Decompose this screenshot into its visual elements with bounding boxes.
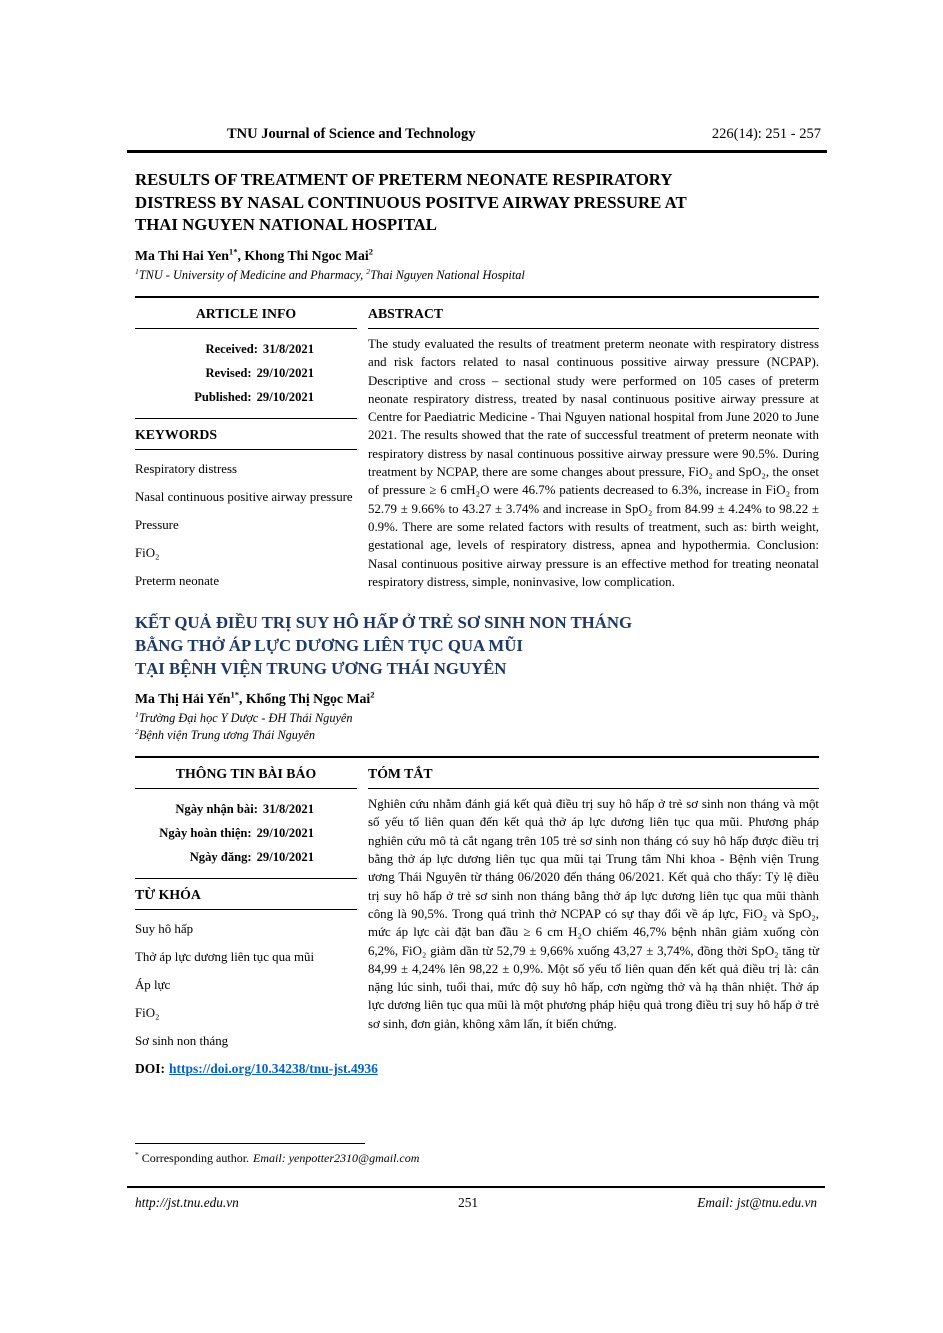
abstract-text: The study evaluated the results of treatment preterm neonate with respiratory distress and risk factors related to nasal continuous possitive airway pressure (NCPAP). Descriptive and cross – sectional study were performed on 105 cases of preterm neonate respiratory distress, treated by nasal continuous positive airway pressure at Centre for Paediatric Medicine - Thai Nguyen national hospital from June 2020 to June 2021. The results showed that the rate of successful treatment of preterm neonate with respiratory distress by nasal continuous possitive airway pressure were 90.5%. During treatment by NCPAP, there are some changes about pressure, FiO₂ and SpO₂, the onset of pressure ≥ 6 cmH₂O were 46.7% patients decreased to 6.3%, increase in FiO₂ from 52.79 ± 9.66% to 43.27 ± 3.74% and increase in SpO₂ from 84.99 ± 4.24% to 98.22 ± 0.9%. There are some related factors with results of treatment, such as: birth weight, gestational age, levels of respiratory distress, apnea and hypothermia. Conclusion: Nasal continuous positive airway pressure is an effective method for treating neonatal respiratory distress, simple, noninvasive, low complication. xyxy=(368,337,819,589)
keyword-item: Preterm neonate xyxy=(135,574,220,588)
vn-published-label: Ngày đăng: xyxy=(189,850,252,865)
keyword-item: Pressure xyxy=(135,518,179,532)
vn-received-date-row xyxy=(135,802,314,817)
vn-abstract-header: TÓM TẮT xyxy=(368,758,819,789)
published-label: Published: xyxy=(194,390,252,404)
footnote-text: Corresponding author. xyxy=(141,1151,250,1165)
vn-affiliation-2 xyxy=(135,727,819,744)
vn-received-label: Ngày nhận bài: xyxy=(175,802,258,817)
corresponding-author-note xyxy=(135,1151,819,1166)
vn-affiliation-1 xyxy=(135,710,819,727)
keyword-item: FiO₂ xyxy=(135,546,160,560)
vn-affiliation-1-superscript: 1 xyxy=(135,710,139,720)
english-title-line-2: DISTRESS BY NASAL CONTINUOUS POSITVE AIRWAY PRESSURE AT xyxy=(135,192,687,212)
article-dates xyxy=(135,329,357,419)
vietnamese-authors xyxy=(135,691,819,707)
vn-author-2-name: Khổng Thị Ngọc Mai xyxy=(245,691,371,707)
keywords-list xyxy=(135,450,357,591)
keyword-item: Suy hô hấp xyxy=(135,922,194,937)
english-affiliation xyxy=(135,267,819,284)
published-date-row xyxy=(135,390,314,405)
affiliation-1-text: TNU - University of Medicine and Pharmacy, xyxy=(138,267,367,282)
vietnamese-title-line-1: KẾT QUẢ ĐIỀU TRỊ SUY HÔ HẤP Ở TRẺ SƠ SINH NON THÁNG xyxy=(135,613,633,633)
vn-keywords-list xyxy=(135,910,357,1051)
vn-revised-label: Ngày hoàn thiện: xyxy=(159,826,252,841)
received-date-row xyxy=(135,342,314,357)
footnote-divider xyxy=(135,1143,365,1144)
page-number: 251 xyxy=(458,1195,479,1210)
journal-website: http://jst.tnu.edu.vn xyxy=(135,1195,239,1210)
author-2-superscript: 2 xyxy=(368,245,373,256)
author-separator: , xyxy=(237,247,245,263)
vn-affiliation-2-superscript: 2 xyxy=(135,726,139,736)
english-info-block xyxy=(135,296,819,591)
vn-article-dates xyxy=(135,789,357,879)
author-1-name: Ma Thi Hai Yen xyxy=(135,247,229,263)
corresponding-author-email: Email: yenpotter2310@gmail.com xyxy=(253,1151,420,1165)
journal-name: TNU Journal of Science and Technology xyxy=(227,126,476,142)
vietnamese-title xyxy=(135,611,819,680)
affiliation-1-superscript: 1 xyxy=(135,266,139,276)
vn-abstract-text: Nghiên cứu nhằm đánh giá kết quả điều trị suy hô hấp ở trẻ sơ sinh non tháng và một số yếu tố liên quan đến kết quả thở áp lực dương liên tục qua mũi. Phương pháp nghiên cứu mô tả cắt ngang trên 105 trẻ sơ sinh non tháng có suy hô hấp được điều trị bằng thở áp lực dương liên tục qua mũi tại Trung tâm Nhi khoa - Bệnh viện Trung ương Thái Nguyên từ tháng 06/2020 đến tháng 06/2021. Kết quả cho thấy: Tỷ lệ điều trị suy hô hấp ở trẻ sơ sinh non tháng bằng thở áp lực dương liên tục qua mũi thành công là 90,5%. Trong quá trình thở NCPAP có sự thay đổi về áp lực, FiO₂ và SpO₂, mức áp lực cài đặt ban đầu ≥ 6 cm H₂O chiếm 46,7% bệnh nhân giảm xuống còn 6,2%, FiO₂ giảm dần từ 52,79 ± 9,66% xuống 43,27 ± 3,74%, đồng thời SpO₂ tăng từ 84,99 ± 4,24% lên 98,22 ± 0,9%. Một số yếu tố liên quan đến kết quả điều trị là: cân nặng lúc sinh, tuổi thai, mức độ suy hô hấp, cơn ngừng thở và hạ thân nhiệt. Thở áp lực dương liên tục qua mũi là một phương pháp hiệu quả trong điều trị suy hô hấp ở trẻ sơ sinh, đơn giản, không xâm lấn, ít biến chứng. xyxy=(368,797,819,1031)
keyword-item: Respiratory distress xyxy=(135,462,238,476)
footnote xyxy=(135,1143,819,1166)
vn-revised-date-row xyxy=(135,826,314,841)
journal-issue-pages: 226(14): 251 - 257 xyxy=(711,126,821,142)
page-footer xyxy=(127,1186,825,1211)
page-content xyxy=(135,126,819,1077)
english-title-line-3: THAI NGUYEN NATIONAL HOSPITAL xyxy=(135,215,437,234)
keyword-item: Sơ sinh non tháng xyxy=(135,1034,229,1049)
english-title xyxy=(135,169,819,237)
keywords-header: KEYWORDS xyxy=(135,419,357,450)
vn-author-1-superscript: 1* xyxy=(230,689,239,700)
vn-revised-value: 29/10/2021 xyxy=(256,826,314,841)
keyword-item: FiO₂ xyxy=(135,1006,160,1021)
published-value: 29/10/2021 xyxy=(256,390,314,404)
keyword-item: Nasal continuous positive airway pressure xyxy=(135,490,353,504)
revised-label: Revised: xyxy=(205,366,252,380)
vn-article-info-header: THÔNG TIN BÀI BÁO xyxy=(135,758,357,789)
vn-published-value: 29/10/2021 xyxy=(256,850,314,865)
journal-email: Email: jst@tnu.edu.vn xyxy=(697,1195,817,1210)
abstract-header: ABSTRACT xyxy=(368,298,819,329)
affiliation-2-superscript: 2 xyxy=(366,266,371,276)
received-label: Received: xyxy=(205,342,258,356)
abstract-column xyxy=(368,298,819,591)
keyword-item: Áp lực xyxy=(135,978,171,993)
english-title-line-1: RESULTS OF TREATMENT OF PRETERM NEONATE RESPIRATORY xyxy=(135,170,673,189)
vn-author-separator: , xyxy=(239,691,246,707)
received-value: 31/8/2021 xyxy=(262,342,314,356)
author-2-name: Khong Thi Ngoc Mai xyxy=(244,247,369,263)
vn-author-2-superscript: 2 xyxy=(370,689,375,700)
vietnamese-title-line-2: BẰNG THỞ ÁP LỰC DƯƠNG LIÊN TỤC QUA MŨI xyxy=(135,636,523,656)
journal-header xyxy=(127,126,827,153)
affiliation-2-text: Thai Nguyen National Hospital xyxy=(370,267,525,282)
keyword-item: Thở áp lực dương liên tục qua mũi xyxy=(135,950,315,965)
vn-published-date-row xyxy=(135,850,314,865)
vietnamese-title-line-3: TẠI BỆNH VIỆN TRUNG ƯƠNG THÁI NGUYÊN xyxy=(135,659,507,679)
article-info-header: ARTICLE INFO xyxy=(135,298,357,329)
article-info-column xyxy=(135,298,357,591)
vn-keywords-header: TỪ KHÓA xyxy=(135,879,357,910)
vn-received-value: 31/8/2021 xyxy=(262,802,314,817)
vn-affiliation-1-text: Trường Đại học Y Dược - ĐH Thái Nguyên xyxy=(138,711,353,726)
english-authors xyxy=(135,245,819,264)
vn-abstract-column xyxy=(368,758,819,1051)
doi-row xyxy=(135,1061,819,1077)
vietnamese-affiliations xyxy=(135,710,819,743)
revised-value: 29/10/2021 xyxy=(256,366,314,380)
vn-article-info-column xyxy=(135,758,357,1051)
revised-date-row xyxy=(135,366,314,381)
vn-affiliation-2-text: Bệnh viện Trung ương Thái Nguyên xyxy=(138,727,316,742)
vietnamese-info-block xyxy=(135,756,819,1051)
doi-label: DOI: xyxy=(135,1061,165,1077)
vn-author-1-name: Ma Thị Hải Yến xyxy=(135,691,231,707)
doi-link[interactable]: https://doi.org/10.34238/tnu-jst.4936 xyxy=(169,1061,378,1077)
footnote-marker: * xyxy=(135,1150,139,1159)
author-1-superscript: 1* xyxy=(228,245,238,256)
